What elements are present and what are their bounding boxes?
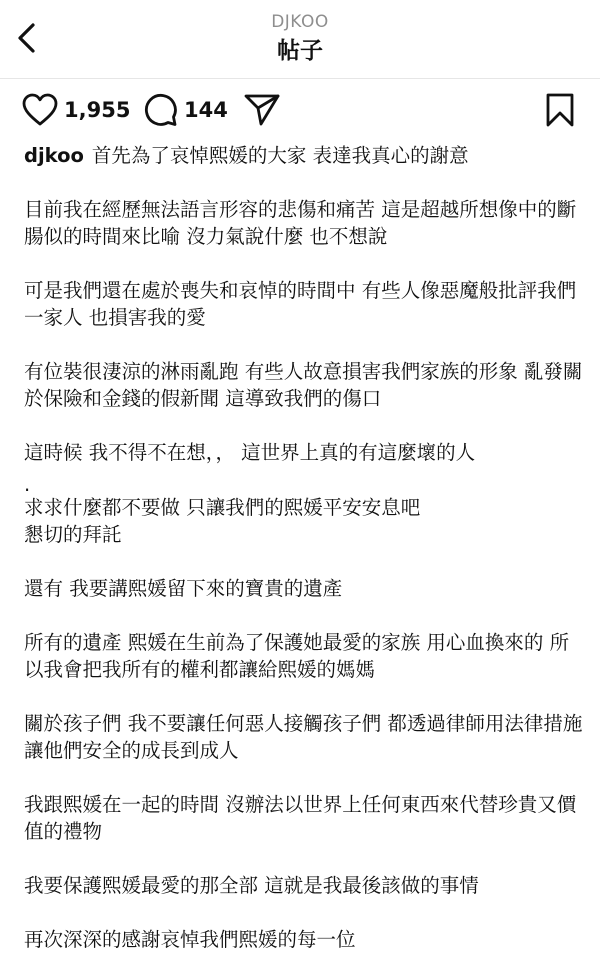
heart-icon <box>22 93 58 127</box>
header-username: DJKOO <box>271 12 329 32</box>
caption-paragraph: 目前我在經歷無法語言形容的悲傷和痛苦 這是超越所想像中的斷腸似的時間來比喻 沒力氣說什麼 也不想說 <box>24 198 577 248</box>
caption-paragraph: 所有的遺產 熙媛在生前為了保護她最愛的家族 用心血換來的 所以我會把我所有的權利都讓給熙媛的媽媽 <box>24 631 570 681</box>
caption-paragraph: 有位裝很淒涼的淋雨亂跑 有些人故意損害我們家族的形象 亂發關於保險和金錢的假新聞 這導致我們的傷口 <box>24 360 583 410</box>
paper-plane-icon <box>244 93 280 127</box>
page-title: 帖子 <box>277 38 323 64</box>
like-count: 1,955 <box>64 98 131 122</box>
post-header <box>0 0 600 79</box>
comment-count: 144 <box>184 98 228 122</box>
caption-dot: . <box>24 473 31 496</box>
comment-bubble-icon <box>144 93 178 127</box>
caption-first-line <box>24 142 584 169</box>
caption-paragraph: 還有 我要講熙媛留下來的寶貴的遺產 <box>24 577 343 600</box>
caption-paragraph: 求求什麼都不要做 只讓我們的熙媛平安安息吧 懇切的拜託 <box>24 496 421 546</box>
post-actions-bar <box>0 88 600 132</box>
caption-paragraph: 我要保護熙媛最愛的那全部 這就是我最後該做的事情 <box>24 874 479 897</box>
caption-paragraph: 再次深深的感謝哀悼我們熙媛的每一位 <box>24 928 356 951</box>
share-button[interactable] <box>244 88 280 132</box>
caption-paragraph: 我跟熙媛在一起的時間 沒辦法以世界上任何東西來代替珍貴又價值的禮物 <box>24 793 577 843</box>
save-button[interactable] <box>545 88 575 132</box>
caption-paragraph: 關於孩子們 我不要讓任何惡人接觸孩子們 都透過律師用法律措施讓他們安全的成長到成人 <box>24 712 583 762</box>
post-caption <box>24 142 584 953</box>
comment-button[interactable] <box>144 88 228 132</box>
caption-paragraph: 可是我們還在處於喪失和哀悼的時間中 有些人像惡魔般批評我們一家人 也損害我的愛 <box>24 279 577 329</box>
bookmark-icon <box>545 93 575 127</box>
like-button[interactable] <box>22 88 130 132</box>
caption-first-text: 首先為了哀悼熙媛的大家 表達我真心的謝意 <box>91 144 469 167</box>
caption-username[interactable]: djkoo <box>24 144 84 167</box>
caption-paragraph: 這時候 我不得不在想，， 這世界上真的有這麼壞的人 <box>24 441 476 464</box>
